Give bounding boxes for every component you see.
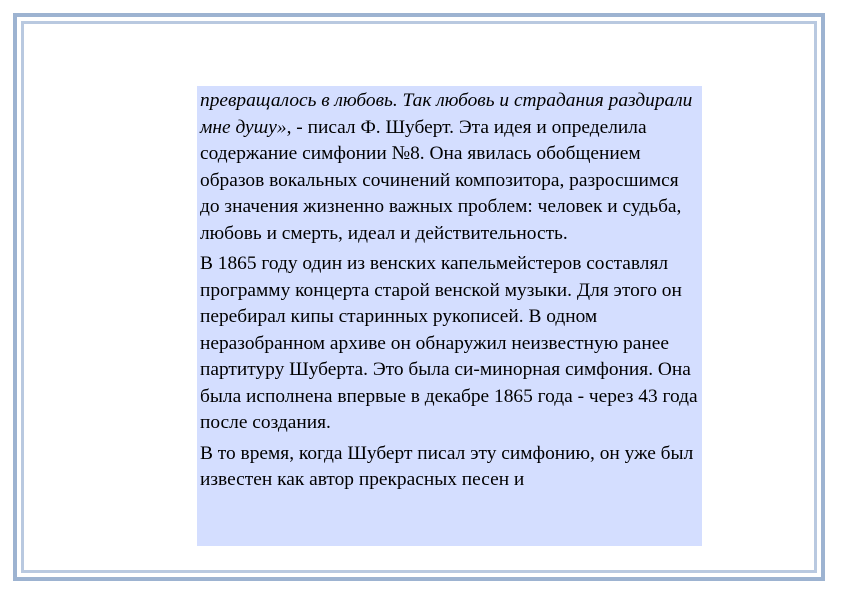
quote-italic: превращалось в любовь. Так любовь и страдания раздирали мне душу» — [200, 90, 693, 138]
paragraph-2: В 1865 году один из венских капельмейстеров составлял программу концерта старой венской музыки. Для этого он перебирал кипы старинных рукописей. В одном неразобранном архиве он обнаружил неизвестную ранее партитуру Шуберта. Это была си-минорная симфония. Она была исполнена впервые в декабре 1865 года - через 43 года после создания. — [200, 253, 698, 433]
text-block — [197, 86, 702, 546]
paragraph-1 — [200, 88, 700, 247]
paragraph-3: В то время, когда Шуберт писал эту симфонию, он уже был известен как автор прекрасных песен и — [200, 442, 694, 490]
paragraph-1-text: , - писал Ф. Шуберт. Эта идея и определила содержание симфонии №8. Она явилась обобщением образов вокальных сочинений композитора, разросшимся до значения жизненно важных проблем: человек и судьба, любовь и смерть, идеал и действительность. — [200, 116, 682, 244]
